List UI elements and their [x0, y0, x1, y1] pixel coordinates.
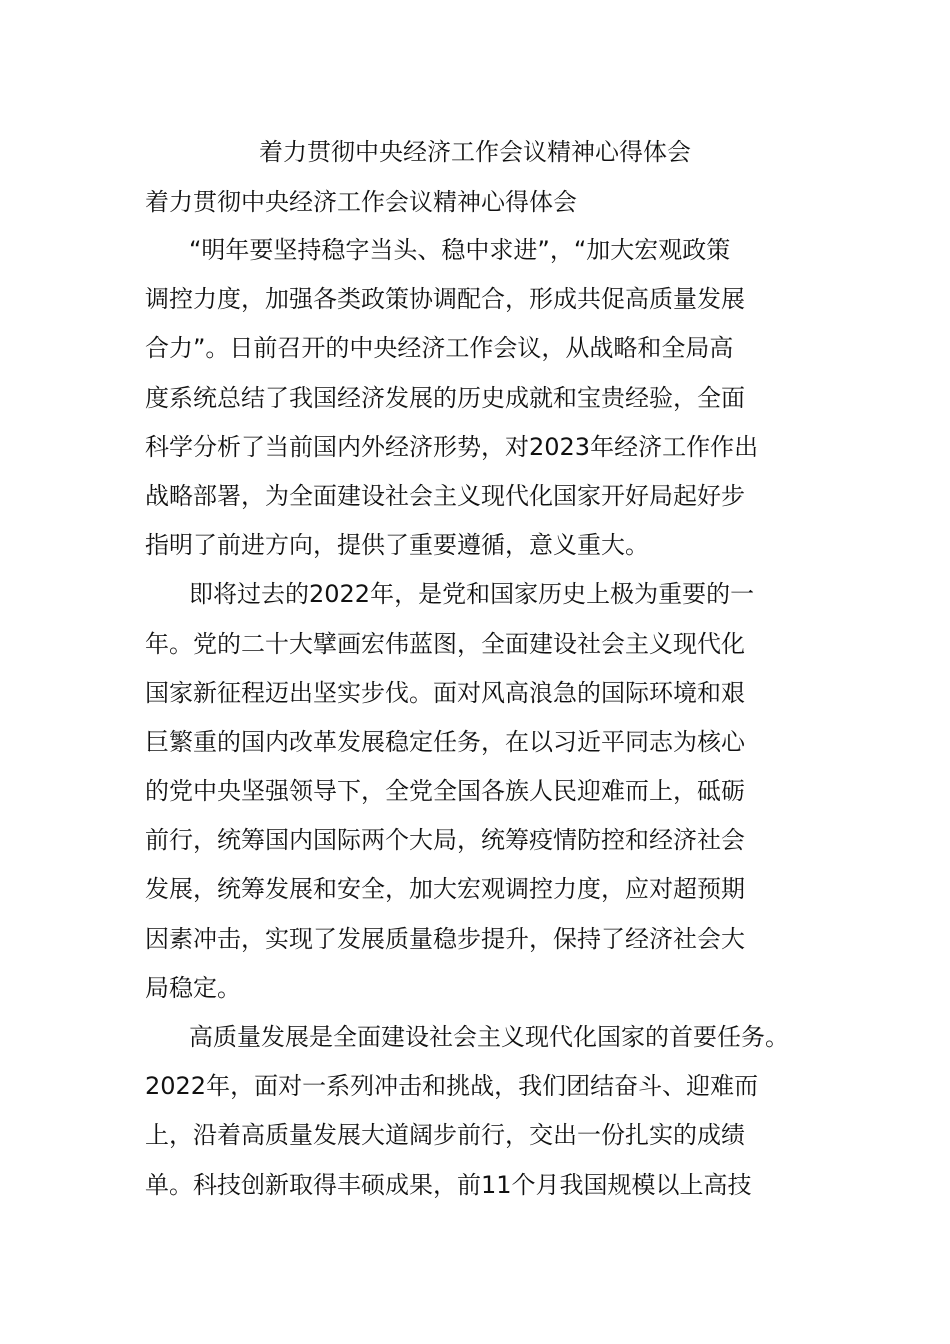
paragraph-1	[145, 226, 805, 570]
paragraph-3	[145, 1013, 805, 1210]
paragraph-line: “明年要坚持稳字当头、稳中求进”，“加大宏观政策	[189, 236, 731, 264]
paragraph-line: 高质量发展是全面建设社会主义现代化国家的首要任务。	[189, 1023, 789, 1051]
paragraph-line: 合力”。日前召开的中央经济工作会议，从战略和全局高	[145, 334, 734, 363]
paragraph-line: 上，沿着高质量发展大道阔步前行，交出一份扎实的成绩	[145, 1121, 745, 1150]
paragraph-line: 调控力度，加强各类政策协调配合，形成共促高质量发展	[145, 285, 745, 314]
document-title: 着力贯彻中央经济工作会议精神心得体会	[259, 138, 691, 166]
paragraph-2	[145, 570, 805, 1013]
paragraph-line: 即将过去的2022年，是党和国家历史上极为重要的一	[189, 580, 755, 609]
paragraph-line: 因素冲击，实现了发展质量稳步提升，保持了经济社会大	[145, 924, 745, 953]
paragraph-line: 年。党的二十大擘画宏伟蓝图，全面建设社会主义现代化	[145, 629, 745, 658]
paragraph-line: 度系统总结了我国经济发展的历史成就和宝贵经验，全面	[145, 383, 745, 412]
paragraph-line: 巨繁重的国内改革发展稳定任务，在以习近平同志为核心	[145, 727, 745, 756]
document-body	[145, 226, 805, 1210]
paragraph-line: 2022年，面对一系列冲击和挑战，我们团结奋斗、迎难而	[145, 1072, 759, 1101]
paragraph-line: 科学分析了当前国内外经济形势，对2023年经济工作作出	[145, 432, 759, 461]
paragraph-line: 前行，统筹国内国际两个大局，统筹疫情防控和经济社会	[145, 826, 745, 855]
paragraph-line: 发展，统筹发展和安全，加大宏观调控力度，应对超预期	[145, 875, 745, 904]
paragraph-line: 战略部署，为全面建设社会主义现代化国家开好局起好步	[145, 481, 745, 510]
paragraph-line: 局稳定。	[145, 973, 241, 1002]
document-subtitle: 着力贯彻中央经济工作会议精神心得体会	[145, 188, 577, 216]
paragraph-line: 指明了前进方向，提供了重要遵循，意义重大。	[145, 531, 649, 560]
paragraph-line: 单。科技创新取得丰硕成果，前11个月我国规模以上高技	[145, 1170, 752, 1199]
paragraph-line: 国家新征程迈出坚实步伐。面对风高浪急的国际环境和艰	[145, 678, 745, 707]
paragraph-line: 的党中央坚强领导下，全党全国各族人民迎难而上，砥砺	[145, 777, 745, 806]
